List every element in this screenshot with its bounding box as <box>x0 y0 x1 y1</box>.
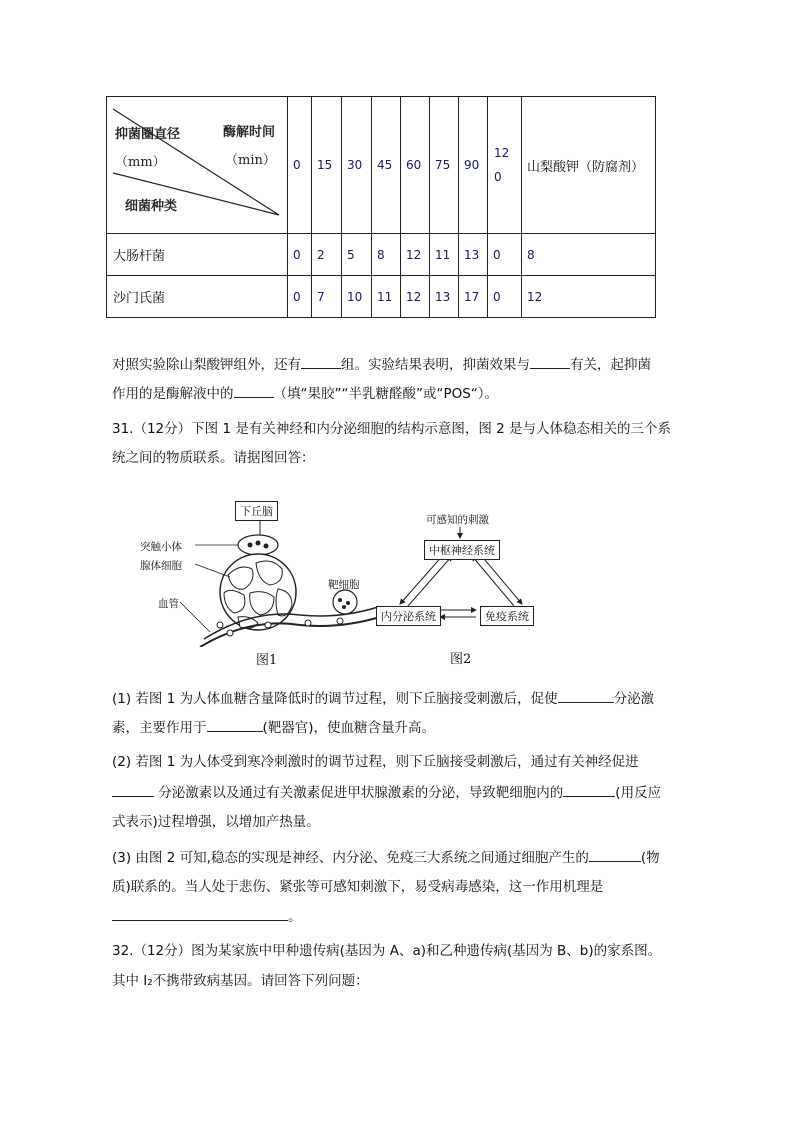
col-header-45: 45 <box>372 97 401 234</box>
cell: 2 <box>312 234 342 276</box>
row-label-salmonella: 沙门氏菌 <box>107 276 288 318</box>
cell: 8 <box>522 234 656 276</box>
fill-blank[interactable] <box>112 782 154 797</box>
col-120-part2: 0 <box>494 170 502 184</box>
sub1-line1 <box>112 688 654 709</box>
sub2-line2 <box>112 782 661 803</box>
sub2-line1: (2) 若图 1 为人体受到寒冷刺激时的调节过程，则下丘脑接受刺激后，通过有关神经促进 <box>112 754 639 770</box>
text: 素，主要作用于 <box>112 720 207 736</box>
cell: 0 <box>288 234 312 276</box>
table-row <box>107 276 656 318</box>
synapse-label: 突触小体 <box>140 541 182 553</box>
col-header-60: 60 <box>401 97 430 234</box>
text: (用反应 <box>615 785 662 801</box>
header-bacteria-label: 细菌种类 <box>125 199 178 214</box>
text: 作用的是酶解液中的 <box>112 386 234 402</box>
text: 对照实验除山梨酸钾组外，还有 <box>112 357 301 373</box>
text: （填“果胶”“半乳糖醛酸”或“POS“）。 <box>273 386 499 402</box>
col-header-75: 75 <box>430 97 459 234</box>
question-31-line1: 31.（12分）下图 1 是有关神经和内分泌细胞的结构示意图，图 2 是与人体稳态相关的三个系 <box>112 421 671 437</box>
paragraph-control-line2 <box>112 383 498 404</box>
col-header-90: 90 <box>459 97 488 234</box>
col-120-part1: 12 <box>494 146 510 160</box>
col-header-15: 15 <box>312 97 342 234</box>
cell: 0 <box>288 276 312 318</box>
stimulus-label: 可感知的刺激 <box>426 514 489 526</box>
question-32-line1: 32.（12分）图为某家族中甲种遗传病(基因为 A、a)和乙种遗传病(基因为 B、b)的家系图。 <box>112 943 662 959</box>
cell: 0 <box>488 234 522 276</box>
cell: 7 <box>312 276 342 318</box>
fill-blank[interactable] <box>589 847 641 862</box>
header-diameter-unit: （mm） <box>115 155 166 170</box>
paragraph-control-line1 <box>112 354 651 375</box>
col-header-30: 30 <box>342 97 372 234</box>
text: 组。实验结果表明，抑菌效果与 <box>341 357 530 373</box>
question-32-line2: 其中 I₂不携带致病基因。请回答下列问题： <box>112 973 369 989</box>
cell: 13 <box>430 276 459 318</box>
figure-1-caption: 图1 <box>256 653 278 668</box>
sub3-line3 <box>112 906 302 927</box>
cell: 5 <box>342 234 372 276</box>
text: (靶器官)，使血糖含量升高。 <box>262 720 436 736</box>
cell: 12 <box>522 276 656 318</box>
target-cell-label: 靶细胞 <box>328 579 360 591</box>
figure-1 <box>140 497 380 667</box>
fill-blank[interactable] <box>563 782 615 797</box>
question-31-line2: 统之间的物质联系。请据图回答： <box>112 450 315 466</box>
sub1-line2 <box>112 717 435 738</box>
cell: 12 <box>401 234 430 276</box>
cell: 0 <box>488 276 522 318</box>
endocrine-box: 内分泌系统 <box>376 606 441 626</box>
figure-2-caption: 图2 <box>450 652 472 667</box>
fill-blank[interactable] <box>112 906 288 921</box>
table-row <box>107 234 656 276</box>
text: 。 <box>288 909 302 925</box>
cell: 11 <box>430 234 459 276</box>
text: (3) 由图 2 可知,稳态的实现是神经、内分泌、免疫三大系统之间通过细胞产生的 <box>112 850 589 866</box>
fill-blank[interactable] <box>301 354 341 369</box>
col-header-potassium-sorbate: 山梨酸钾（防腐剂） <box>522 97 656 234</box>
figure-2 <box>372 514 562 666</box>
immune-box: 免疫系统 <box>480 606 534 626</box>
row-label-ecoli: 大肠杆菌 <box>107 234 288 276</box>
text: (1) 若图 1 为人体血糖含量降低时的调节过程，则下丘脑接受刺激后，促使 <box>112 691 558 707</box>
text: 分泌激 <box>613 691 655 707</box>
cell: 12 <box>401 276 430 318</box>
cell: 13 <box>459 234 488 276</box>
sub3-line2: 质)联系的。当人处于悲伤、紧张等可感知刺激下，易受病毒感染，这一作用机理是 <box>112 879 604 895</box>
col-header-0: 0 <box>288 97 312 234</box>
antibacterial-table <box>106 96 656 318</box>
fill-blank[interactable] <box>234 383 274 398</box>
header-time-label: 酶解时间 <box>223 125 276 140</box>
hypothalamus-box: 下丘脑 <box>235 501 278 521</box>
table-diagonal-header <box>107 97 288 234</box>
fill-blank[interactable] <box>207 717 263 732</box>
sub2-line3: 式表示)过程增强，以增加产热量。 <box>112 814 320 830</box>
text: (物 <box>640 850 660 866</box>
cell: 10 <box>342 276 372 318</box>
sub3-line1 <box>112 847 660 868</box>
text: 分泌激素以及通过有关激素促进甲状腺激素的分泌，导致靶细胞内的 <box>154 785 564 801</box>
vessel-label: 血管 <box>158 598 179 610</box>
fill-blank[interactable] <box>558 688 614 703</box>
cns-box: 中枢神经系统 <box>424 540 500 560</box>
text: 有关，起抑菌 <box>570 357 651 373</box>
cell: 8 <box>372 234 401 276</box>
header-time-unit: （min） <box>225 153 276 168</box>
header-diameter-label: 抑菌圈直径 <box>115 127 181 142</box>
fill-blank[interactable] <box>530 354 570 369</box>
cell: 17 <box>459 276 488 318</box>
gland-cell-label: 腺体细胞 <box>140 560 182 572</box>
col-header-120 <box>488 97 522 234</box>
cell: 11 <box>372 276 401 318</box>
